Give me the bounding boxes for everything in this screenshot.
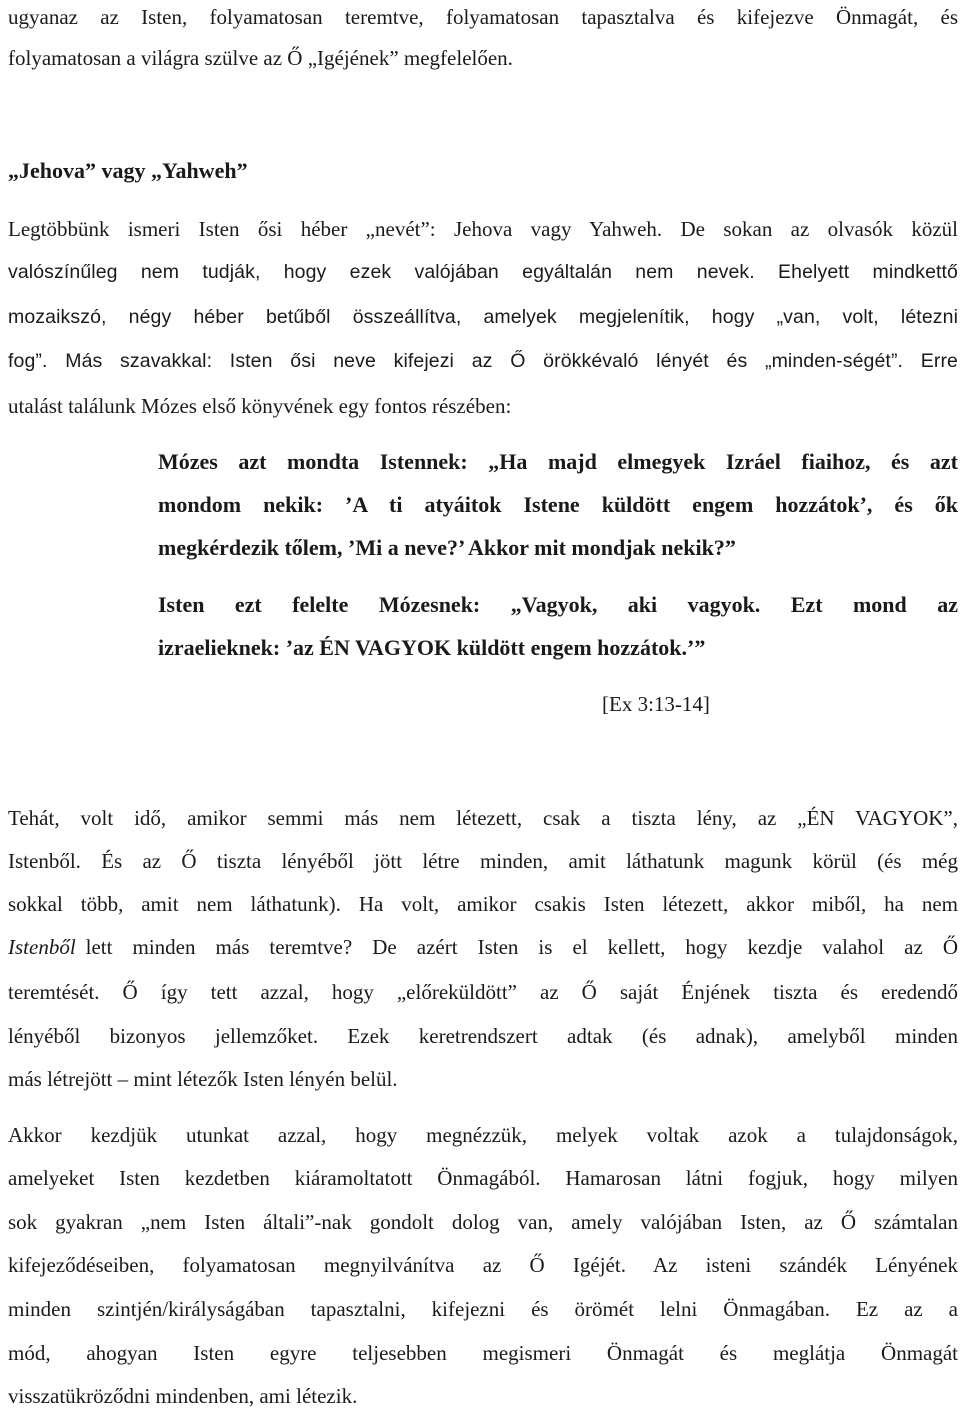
paragraph-line: valószínűleg nem tudják, hogy ezek valójában egyáltalán nem nevek. Ehelyett mindkettő [8, 261, 958, 283]
quote-line: Mózes azt mondta Istennek: „Ha majd elmegyek Izráel fiaihoz, és azt [158, 449, 958, 474]
paragraph-line: mód, ahogyan Isten egyre teljesebben megismeri Önmagát és meglátja Önmagát [8, 1341, 958, 1365]
paragraph-line: sok gyakran „nem Isten általi”-nak gondolt dolog van, amely valójában Isten, az Ő számtalan [8, 1210, 958, 1234]
paragraph-line-rest: lett minden más teremtve? De azért Isten is el kellett, hogy kezdje valahol az Ő [85, 935, 958, 959]
paragraph-line: fog”. Más szavakkal: Isten ősi neve kifejezi az Ő örökkévaló lényét és „minden-ségét”. Erre [8, 350, 958, 372]
paragraph-line: lényéből bizonyos jellemzőket. Ezek keretrendszert adtak (és adnak), amelyből minden [8, 1024, 958, 1048]
paragraph-line: amelyeket Isten kezdetben kiáramoltatott Önmagából. Hamarosan látni fogjuk, hogy milyen [8, 1166, 958, 1190]
paragraph-line: Akkor kezdjük utunkat azzal, hogy megnézzük, melyek voltak azok a tulajdonságok, [8, 1123, 958, 1147]
scripture-reference: [Ex 3:13-14] [602, 692, 710, 716]
paragraph-line: Legtöbbünk ismeri Isten ősi héber „nevét”: Jehova vagy Yahweh. De sokan az olvasók közül [8, 217, 958, 241]
paragraph-line: más létrejött – mint létezők Isten lényén belül. [8, 1067, 398, 1091]
quote-line: izraelieknek: ’az ÉN VAGYOK küldött engem hozzátok.’” [158, 635, 706, 660]
paragraph-line: visszatükröződni mindenben, ami létezik. [8, 1384, 358, 1408]
intro-line: folyamatosan a világra szülve az Ő „Igéjének” megfelelően. [8, 46, 513, 70]
paragraph-line: minden szintjén/királyságában tapasztalni, kifejezni és örömét lelni Önmagában. Ez az a [8, 1297, 958, 1321]
quote-line: Isten ezt felelte Mózesnek: „Vagyok, aki vagyok. Ezt mond az [158, 592, 958, 617]
paragraph-line-with-italic [8, 933, 958, 961]
paragraph-line: Istenből. És az Ő tiszta lényéből jött létre minden, amit láthatunk magunk körül (és még [8, 849, 958, 873]
paragraph-line: utalást találunk Mózes első könyvének egy fontos részében: [8, 394, 512, 418]
italic-word: Istenből [8, 935, 76, 959]
quote-line: megkérdezik tőlem, ’Mi a neve?’ Akkor mit mondjak nekik?” [158, 535, 736, 560]
section-heading: „Jehova” vagy „Yahweh” [8, 158, 248, 183]
paragraph-line: sokkal több, amit nem láthatunk). Ha volt, amikor csakis Isten létezett, akkor miből, ha nem [8, 892, 958, 916]
intro-line: ugyanaz az Isten, folyamatosan teremtve, folyamatosan tapasztalva és kifejezve Önmagát, és [8, 5, 958, 29]
paragraph-line: teremtését. Ő így tett azzal, hogy „előreküldött” az Ő saját Énjének tiszta és eredendő [8, 980, 958, 1004]
paragraph-line: kifejeződéseiben, folyamatosan megnyilvánítva az Ő Igéjét. Az isteni szándék Lényének [8, 1253, 958, 1277]
paragraph-line: Tehát, volt idő, amikor semmi más nem létezett, csak a tiszta lény, az „ÉN VAGYOK”, [8, 806, 958, 830]
quote-line: mondom nekik: ’A ti atyáitok Istene küldött engem hozzátok’, és ők [158, 492, 958, 517]
paragraph-line: mozaikszó, négy héber betűből összeállítva, amelyek megjelenítik, hogy „van, volt, létezni [8, 306, 958, 328]
